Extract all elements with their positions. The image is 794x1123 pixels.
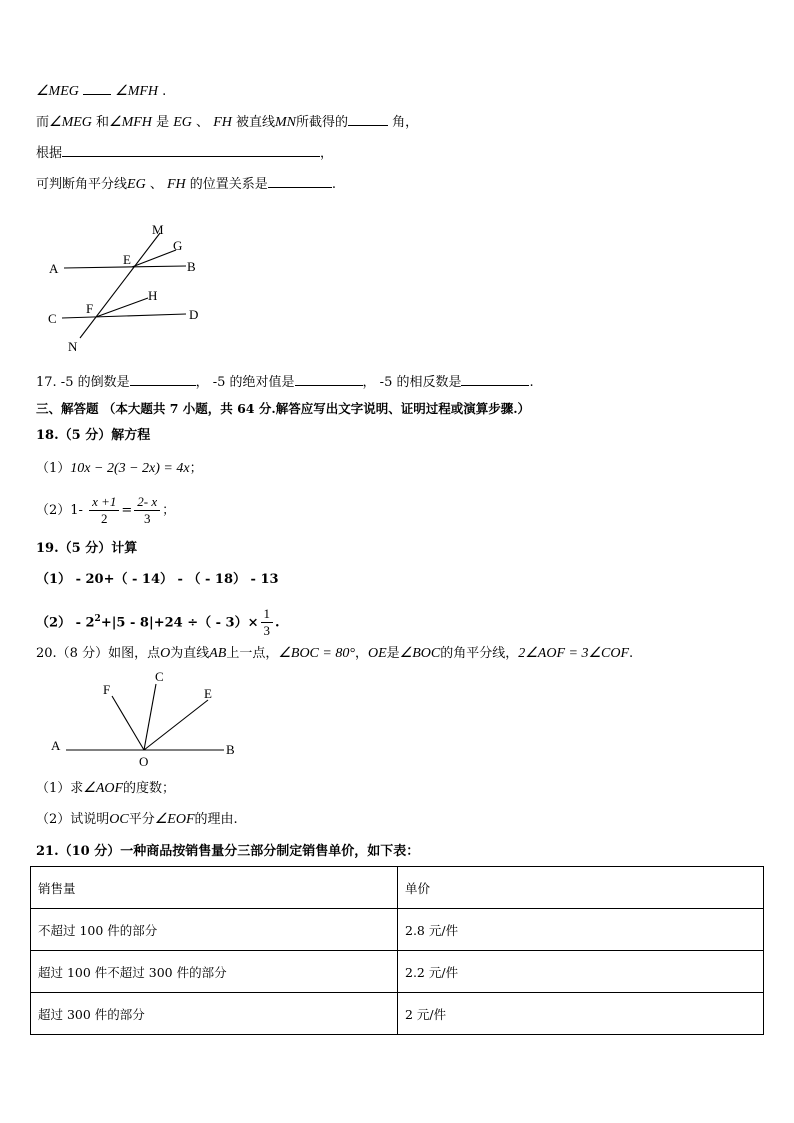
expression: （2） - 2 bbox=[36, 615, 95, 631]
ray-oe: OE bbox=[367, 646, 387, 661]
punct: . bbox=[529, 375, 534, 390]
q18-part1 bbox=[36, 460, 203, 478]
angle-relation: 2∠AOF = 3∠COF bbox=[518, 646, 629, 661]
table-row bbox=[31, 951, 764, 993]
q16-line1 bbox=[36, 82, 166, 101]
q20-sub1 bbox=[36, 780, 175, 798]
ray-oc: OC bbox=[109, 812, 129, 827]
line-ab: AB bbox=[209, 646, 227, 661]
text: 上一点， bbox=[226, 646, 279, 661]
numerator: x +1 bbox=[89, 494, 119, 511]
table-row bbox=[31, 909, 764, 951]
text: ， bbox=[354, 646, 368, 661]
fraction bbox=[261, 606, 274, 639]
angle-eof: ∠EOF bbox=[154, 812, 195, 827]
q19-title: 19.（5 分）计算 bbox=[36, 541, 138, 556]
label-b: B bbox=[226, 742, 235, 757]
table-header-row bbox=[31, 867, 764, 909]
label-f: F bbox=[86, 301, 94, 316]
punct: . bbox=[275, 615, 280, 631]
punct: . bbox=[162, 84, 167, 99]
punct: . bbox=[629, 646, 634, 661]
label-d: D bbox=[189, 307, 199, 322]
cell-price: 2.8 元/件 bbox=[398, 909, 764, 951]
text: 根据 bbox=[36, 146, 63, 161]
text: 的角平分线， bbox=[440, 646, 519, 661]
angle-mfh: ∠MFH bbox=[115, 84, 159, 99]
q21-title: 21.（10 分）一种商品按销售量分三部分制定销售单价，如下表： bbox=[36, 844, 420, 859]
q16-line4 bbox=[36, 175, 336, 194]
q16-line2 bbox=[36, 113, 418, 132]
text: （2）试说明 bbox=[36, 812, 110, 827]
table-row bbox=[31, 993, 764, 1035]
line-mn: MN bbox=[275, 115, 297, 130]
text: 而 bbox=[36, 115, 50, 130]
text: ， -5 的绝对值是 bbox=[195, 375, 295, 390]
denominator: 3 bbox=[143, 511, 151, 526]
exponent: 2 bbox=[94, 614, 101, 624]
numerator: 2- x bbox=[134, 494, 160, 511]
angle-mfh: ∠MFH bbox=[109, 115, 152, 130]
denominator: 3 bbox=[263, 623, 270, 639]
parallel-lines-figure bbox=[40, 218, 220, 358]
line-fh: FH bbox=[166, 177, 186, 192]
text: 20.（8 分）如图，点 bbox=[36, 646, 161, 661]
q20-statement bbox=[36, 645, 633, 663]
equals: = bbox=[121, 503, 133, 518]
equation-term: 1- bbox=[70, 503, 83, 518]
angle-boc: ∠BOC = 80° bbox=[278, 646, 355, 661]
fraction bbox=[134, 494, 160, 527]
q19-part1: （1） - 20+（ - 14） - （ - 18） - 13 bbox=[36, 572, 279, 587]
answer-blank[interactable] bbox=[295, 373, 363, 386]
angle-boc: ∠BOC bbox=[399, 646, 441, 661]
cell-price: 2 元/件 bbox=[398, 993, 764, 1035]
cell-range: 超过 100 件不超过 300 件的部分 bbox=[31, 951, 398, 993]
part-label: （1） bbox=[36, 461, 71, 476]
punct: . bbox=[331, 177, 336, 192]
answer-blank[interactable] bbox=[130, 373, 196, 386]
equation: 10x − 2(3 − 2x) = 4x bbox=[70, 461, 190, 476]
q17 bbox=[36, 373, 534, 392]
label-h: H bbox=[148, 288, 158, 303]
punct: ， bbox=[320, 146, 334, 161]
text: 可判断角平分线 bbox=[36, 177, 128, 192]
text: 被直线 bbox=[236, 115, 276, 130]
numerator: 1 bbox=[261, 606, 274, 623]
text: 角， bbox=[392, 115, 419, 130]
line-mn bbox=[80, 233, 160, 338]
q20-sub2 bbox=[36, 811, 238, 829]
label-o: O bbox=[139, 754, 149, 769]
punct: ； bbox=[162, 503, 176, 518]
text: 平分 bbox=[128, 812, 155, 827]
ray-oc bbox=[144, 684, 156, 750]
text: 的位置关系是 bbox=[189, 177, 268, 192]
label-c: C bbox=[155, 669, 164, 684]
q18-part2 bbox=[36, 494, 175, 528]
answer-blank[interactable] bbox=[461, 373, 529, 386]
expression: +|5 - 8|+24 ÷（ - 3）× bbox=[100, 615, 259, 631]
answer-blank[interactable] bbox=[348, 113, 388, 126]
text: 、 bbox=[196, 115, 210, 130]
cell-range: 超过 300 件的部分 bbox=[31, 993, 398, 1035]
answer-blank[interactable] bbox=[268, 175, 332, 188]
denominator: 2 bbox=[100, 511, 108, 526]
label-b: B bbox=[187, 259, 196, 274]
angle-figure bbox=[44, 666, 244, 770]
text: （1）求 bbox=[36, 781, 84, 796]
label-a: A bbox=[51, 738, 61, 753]
line-fh: FH bbox=[213, 115, 232, 130]
line-eg bbox=[132, 250, 176, 267]
text: 17. -5 的倒数是 bbox=[36, 375, 130, 390]
text: 是 bbox=[156, 115, 170, 130]
part-label: （2） bbox=[36, 503, 71, 518]
price-table bbox=[30, 866, 764, 1035]
label-f: F bbox=[103, 682, 111, 697]
q16-line3 bbox=[36, 144, 333, 163]
angle-aof: ∠AOF bbox=[83, 781, 124, 796]
label-c: C bbox=[48, 311, 57, 326]
label-e: E bbox=[204, 686, 212, 701]
text: 所截得的 bbox=[296, 115, 349, 130]
label-n: N bbox=[68, 339, 78, 354]
text: 和 bbox=[96, 115, 110, 130]
angle-meg: ∠MEG bbox=[36, 84, 79, 99]
text: 为直线 bbox=[170, 646, 210, 661]
angle-meg: ∠MEG bbox=[49, 115, 92, 130]
cell-range: 不超过 100 件的部分 bbox=[31, 909, 398, 951]
line-cd bbox=[62, 314, 186, 318]
q18-title: 18.（5 分）解方程 bbox=[36, 428, 151, 443]
point-o: O bbox=[160, 646, 171, 661]
answer-blank[interactable] bbox=[62, 144, 320, 157]
label-m: M bbox=[152, 222, 164, 237]
punct: ； bbox=[189, 461, 203, 476]
label-a: A bbox=[49, 261, 59, 276]
section-title: 三、解答题 （本大题共 7 小题，共 64 分.解答应写出文字说明、证明过程或演算步骤.） bbox=[36, 401, 531, 416]
text: 的理由. bbox=[194, 812, 238, 827]
ray-oe bbox=[144, 700, 208, 750]
line-eg: EG bbox=[127, 177, 146, 192]
label-g: G bbox=[173, 238, 183, 253]
line-eg: EG bbox=[173, 115, 192, 130]
ray-of bbox=[112, 696, 144, 750]
text: 是 bbox=[386, 646, 400, 661]
text: ， -5 的相反数是 bbox=[362, 375, 462, 390]
label-e: E bbox=[123, 252, 131, 267]
fraction bbox=[89, 494, 119, 527]
header-quantity: 销售量 bbox=[31, 867, 398, 909]
q19-part2 bbox=[36, 602, 280, 640]
text: 的度数； bbox=[123, 781, 176, 796]
text: 、 bbox=[149, 177, 163, 192]
header-unit-price: 单价 bbox=[398, 867, 764, 909]
cell-price: 2.2 元/件 bbox=[398, 951, 764, 993]
answer-blank[interactable] bbox=[83, 82, 111, 95]
